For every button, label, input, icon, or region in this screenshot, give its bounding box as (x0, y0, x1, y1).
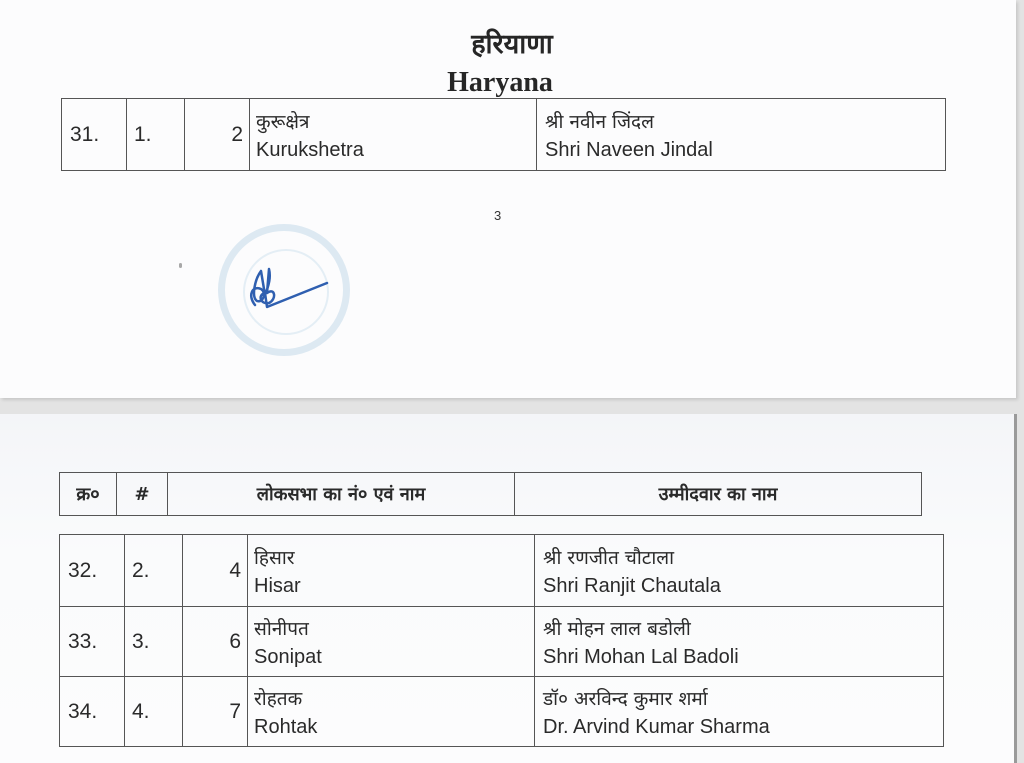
serial-cell: 33. (60, 607, 125, 677)
constituency-hindi: कुरूक्षेत्र (256, 110, 310, 133)
constituency-english: Rohtak (254, 715, 318, 738)
candidate-cell (535, 535, 944, 607)
state-title-hindi: हरियाणा (471, 29, 553, 60)
page-number: 3 (494, 208, 502, 223)
candidate-cell (535, 607, 944, 677)
signature-icon (245, 265, 335, 315)
constituency-hindi: सोनीपत (254, 617, 309, 640)
header-constituency: लोकसभा का नं० एवं नाम (168, 473, 515, 516)
constituency-hindi: रोहतक (254, 687, 303, 710)
constituency-english: Sonipat (254, 645, 322, 668)
index-cell: 1. (127, 99, 185, 171)
table-row (62, 99, 946, 171)
pc-number-cell: 7 (183, 677, 248, 747)
constituency-cell (248, 535, 535, 607)
header-index: # (117, 473, 168, 516)
candidate-hindi: श्री मोहन लाल बडोली (543, 617, 691, 640)
pc-number-cell: 6 (183, 607, 248, 677)
constituency-english: Kurukshetra (256, 138, 364, 161)
pc-number-cell: 4 (183, 535, 248, 607)
constituency-english: Hisar (254, 574, 301, 597)
table-row (60, 535, 944, 607)
index-cell: 3. (125, 607, 183, 677)
candidate-table-bottom (59, 534, 944, 747)
candidate-english: Shri Mohan Lal Badoli (543, 645, 739, 668)
serial-cell: 34. (60, 677, 125, 747)
table-row (60, 607, 944, 677)
candidate-english: Shri Ranjit Chautala (543, 574, 721, 597)
index-cell: 4. (125, 677, 183, 747)
constituency-cell (248, 677, 535, 747)
candidate-hindi: डॉ० अरविन्द कुमार शर्मा (543, 687, 708, 710)
candidate-english: Dr. Arvind Kumar Sharma (543, 715, 770, 738)
constituency-cell (248, 607, 535, 677)
index-cell: 2. (125, 535, 183, 607)
table-header (59, 472, 922, 516)
table-row (60, 677, 944, 747)
document-page-bottom (0, 414, 1017, 763)
pc-number-cell: 2 (185, 99, 250, 171)
scan-speck (179, 263, 182, 268)
header-row (60, 473, 922, 516)
candidate-table-top (61, 98, 946, 171)
candidate-cell (537, 99, 946, 171)
candidate-cell (535, 677, 944, 747)
constituency-hindi: हिसार (254, 546, 295, 569)
header-candidate: उम्मीदवार का नाम (515, 473, 922, 516)
state-title-english: Haryana (447, 67, 553, 98)
serial-cell: 31. (62, 99, 127, 171)
constituency-cell (250, 99, 537, 171)
header-serial: क्र० (60, 473, 117, 516)
candidate-hindi: श्री रणजीत चौटाला (543, 546, 675, 569)
serial-cell: 32. (60, 535, 125, 607)
candidate-hindi: श्री नवीन जिंदल (545, 110, 655, 133)
candidate-english: Shri Naveen Jindal (545, 138, 713, 161)
